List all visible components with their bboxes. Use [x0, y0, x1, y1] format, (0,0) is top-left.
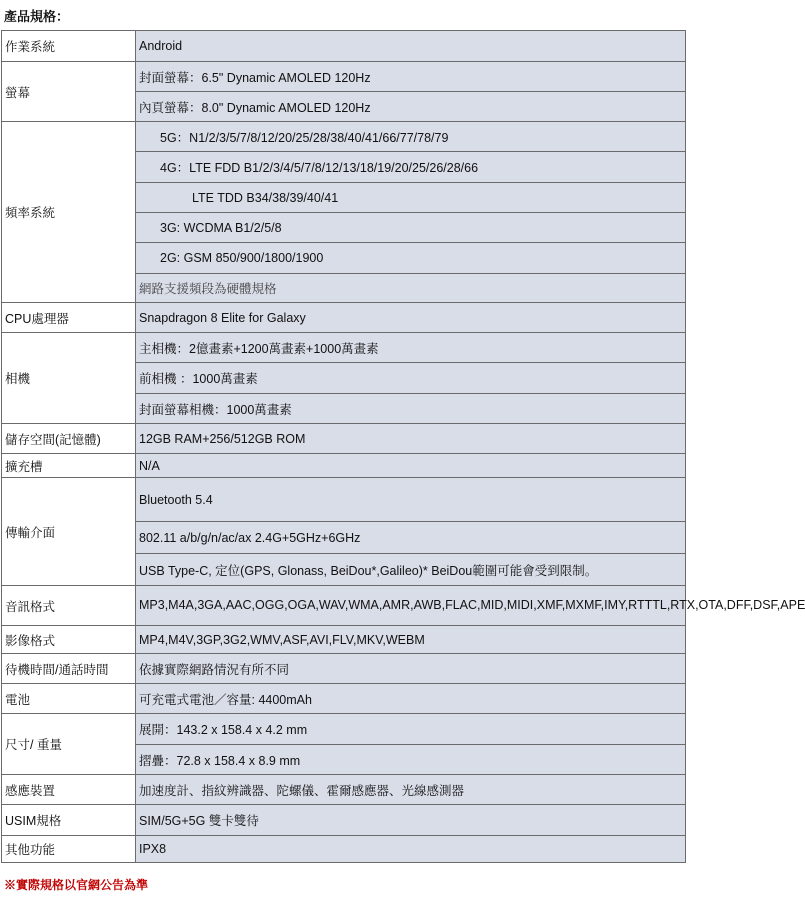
spec-value-camera-main: 主相機：2億畫素+1200萬畫素+1000萬畫素 — [136, 333, 686, 363]
spec-label-audio: 音訊格式 — [2, 586, 136, 626]
spec-label-frequency: 頻率系統 — [2, 122, 136, 303]
spec-value-4g-fdd: 4G：LTE FDD B1/2/3/4/5/7/8/12/13/18/19/20/25/26/28/66 — [136, 152, 686, 183]
spec-value-dim-unfolded: 展開：143.2 x 158.4 x 4.2 mm — [136, 714, 686, 745]
spec-value-usb: USB Type-C, 定位(GPS, Glonass, BeiDou*,Galileo)* BeiDou範圍可能會受到限制。 — [136, 554, 686, 586]
spec-value-screen-cover: 封面螢幕：6.5" Dynamic AMOLED 120Hz — [136, 62, 686, 92]
spec-label-other: 其他功能 — [2, 836, 136, 863]
table-row-battery — [2, 684, 686, 714]
table-row-bluetooth — [2, 478, 686, 522]
spec-label-os: 作業系統 — [2, 31, 136, 62]
spec-label-camera: 相機 — [2, 333, 136, 424]
spec-label-sensors: 感應裝置 — [2, 775, 136, 805]
spec-value-dim-folded: 摺疊：72.8 x 158.4 x 8.9 mm — [136, 745, 686, 775]
table-row-audio — [2, 586, 686, 626]
spec-label-video: 影像格式 — [2, 626, 136, 654]
spec-value-other: IPX8 — [136, 836, 686, 863]
table-row-storage — [2, 424, 686, 454]
spec-value-screen-inner: 內頁螢幕：8.0" Dynamic AMOLED 120Hz — [136, 92, 686, 122]
table-row-standby — [2, 654, 686, 684]
spec-label-storage: 儲存空間(記憶體) — [2, 424, 136, 454]
spec-value-2g: 2G: GSM 850/900/1800/1900 — [136, 243, 686, 274]
spec-label-connectivity: 傳輸介面 — [2, 478, 136, 586]
spec-label-expansion: 擴充槽 — [2, 454, 136, 478]
table-row-camera-main — [2, 333, 686, 363]
spec-label-screen: 螢幕 — [2, 62, 136, 122]
table-row-sensors — [2, 775, 686, 805]
table-row-usim — [2, 805, 686, 836]
page-title: 產品規格： — [4, 9, 70, 24]
spec-value-3g: 3G: WCDMA B1/2/5/8 — [136, 213, 686, 243]
spec-value-audio: MP3,M4A,3GA,AAC,OGG,OGA,WAV,WMA,AMR,AWB,FLAC,MID,MIDI,XMF,MXMF,IMY,RTTTL,RTX,OTA,DFF,DSF,APE — [136, 586, 686, 626]
spec-value-frequency-note: 網路支援頻段為硬體規格 — [136, 274, 686, 303]
spec-value-video: MP4,M4V,3GP,3G2,WMV,ASF,AVI,FLV,MKV,WEBM — [136, 626, 686, 654]
table-row-frequency — [2, 122, 686, 152]
spec-value-camera-front: 前相機 ：1000萬畫素 — [136, 363, 686, 394]
table-row-os — [2, 31, 686, 62]
spec-value-4g-tdd: LTE TDD B34/38/39/40/41 — [136, 183, 686, 213]
spec-value-usim: SIM/5G+5G 雙卡雙待 — [136, 805, 686, 836]
spec-value-cpu: Snapdragon 8 Elite for Galaxy — [136, 303, 686, 333]
table-row-cpu — [2, 303, 686, 333]
table-row-video — [2, 626, 686, 654]
spec-value-os: Android — [136, 31, 686, 62]
spec-value-expansion: N/A — [136, 454, 686, 478]
spec-label-battery: 電池 — [2, 684, 136, 714]
spec-value-bluetooth: Bluetooth 5.4 — [136, 478, 686, 522]
spec-table — [1, 30, 805, 863]
spec-value-battery: 可充電式電池／容量: 4400mAh — [136, 684, 686, 714]
spec-label-cpu: CPU處理器 — [2, 303, 136, 333]
footnote: ※實際規格以官網公告為準 — [4, 878, 149, 892]
spec-value-camera-cover: 封面螢幕相機：1000萬畫素 — [136, 394, 686, 424]
spec-value-standby: 依據實際網路情況有所不同 — [136, 654, 686, 684]
table-row-expansion — [2, 454, 686, 478]
spec-value-wifi: 802.11 a/b/g/n/ac/ax 2.4G+5GHz+6GHz — [136, 522, 686, 554]
spec-value-storage: 12GB RAM+256/512GB ROM — [136, 424, 686, 454]
spec-label-standby: 待機時間/通話時間 — [2, 654, 136, 684]
table-row-screen — [2, 62, 686, 92]
spec-label-dimensions: 尺寸/ 重量 — [2, 714, 136, 775]
table-row-dim-unfolded — [2, 714, 686, 745]
spec-value-5g: 5G：N1/2/3/5/7/8/12/20/25/28/38/40/41/66/77/78/79 — [136, 122, 686, 152]
spec-value-sensors: 加速度計、指紋辨識器、陀螺儀、霍爾感應器、光線感測器 — [136, 775, 686, 805]
spec-label-usim: USIM規格 — [2, 805, 136, 836]
table-row-other — [2, 836, 686, 863]
